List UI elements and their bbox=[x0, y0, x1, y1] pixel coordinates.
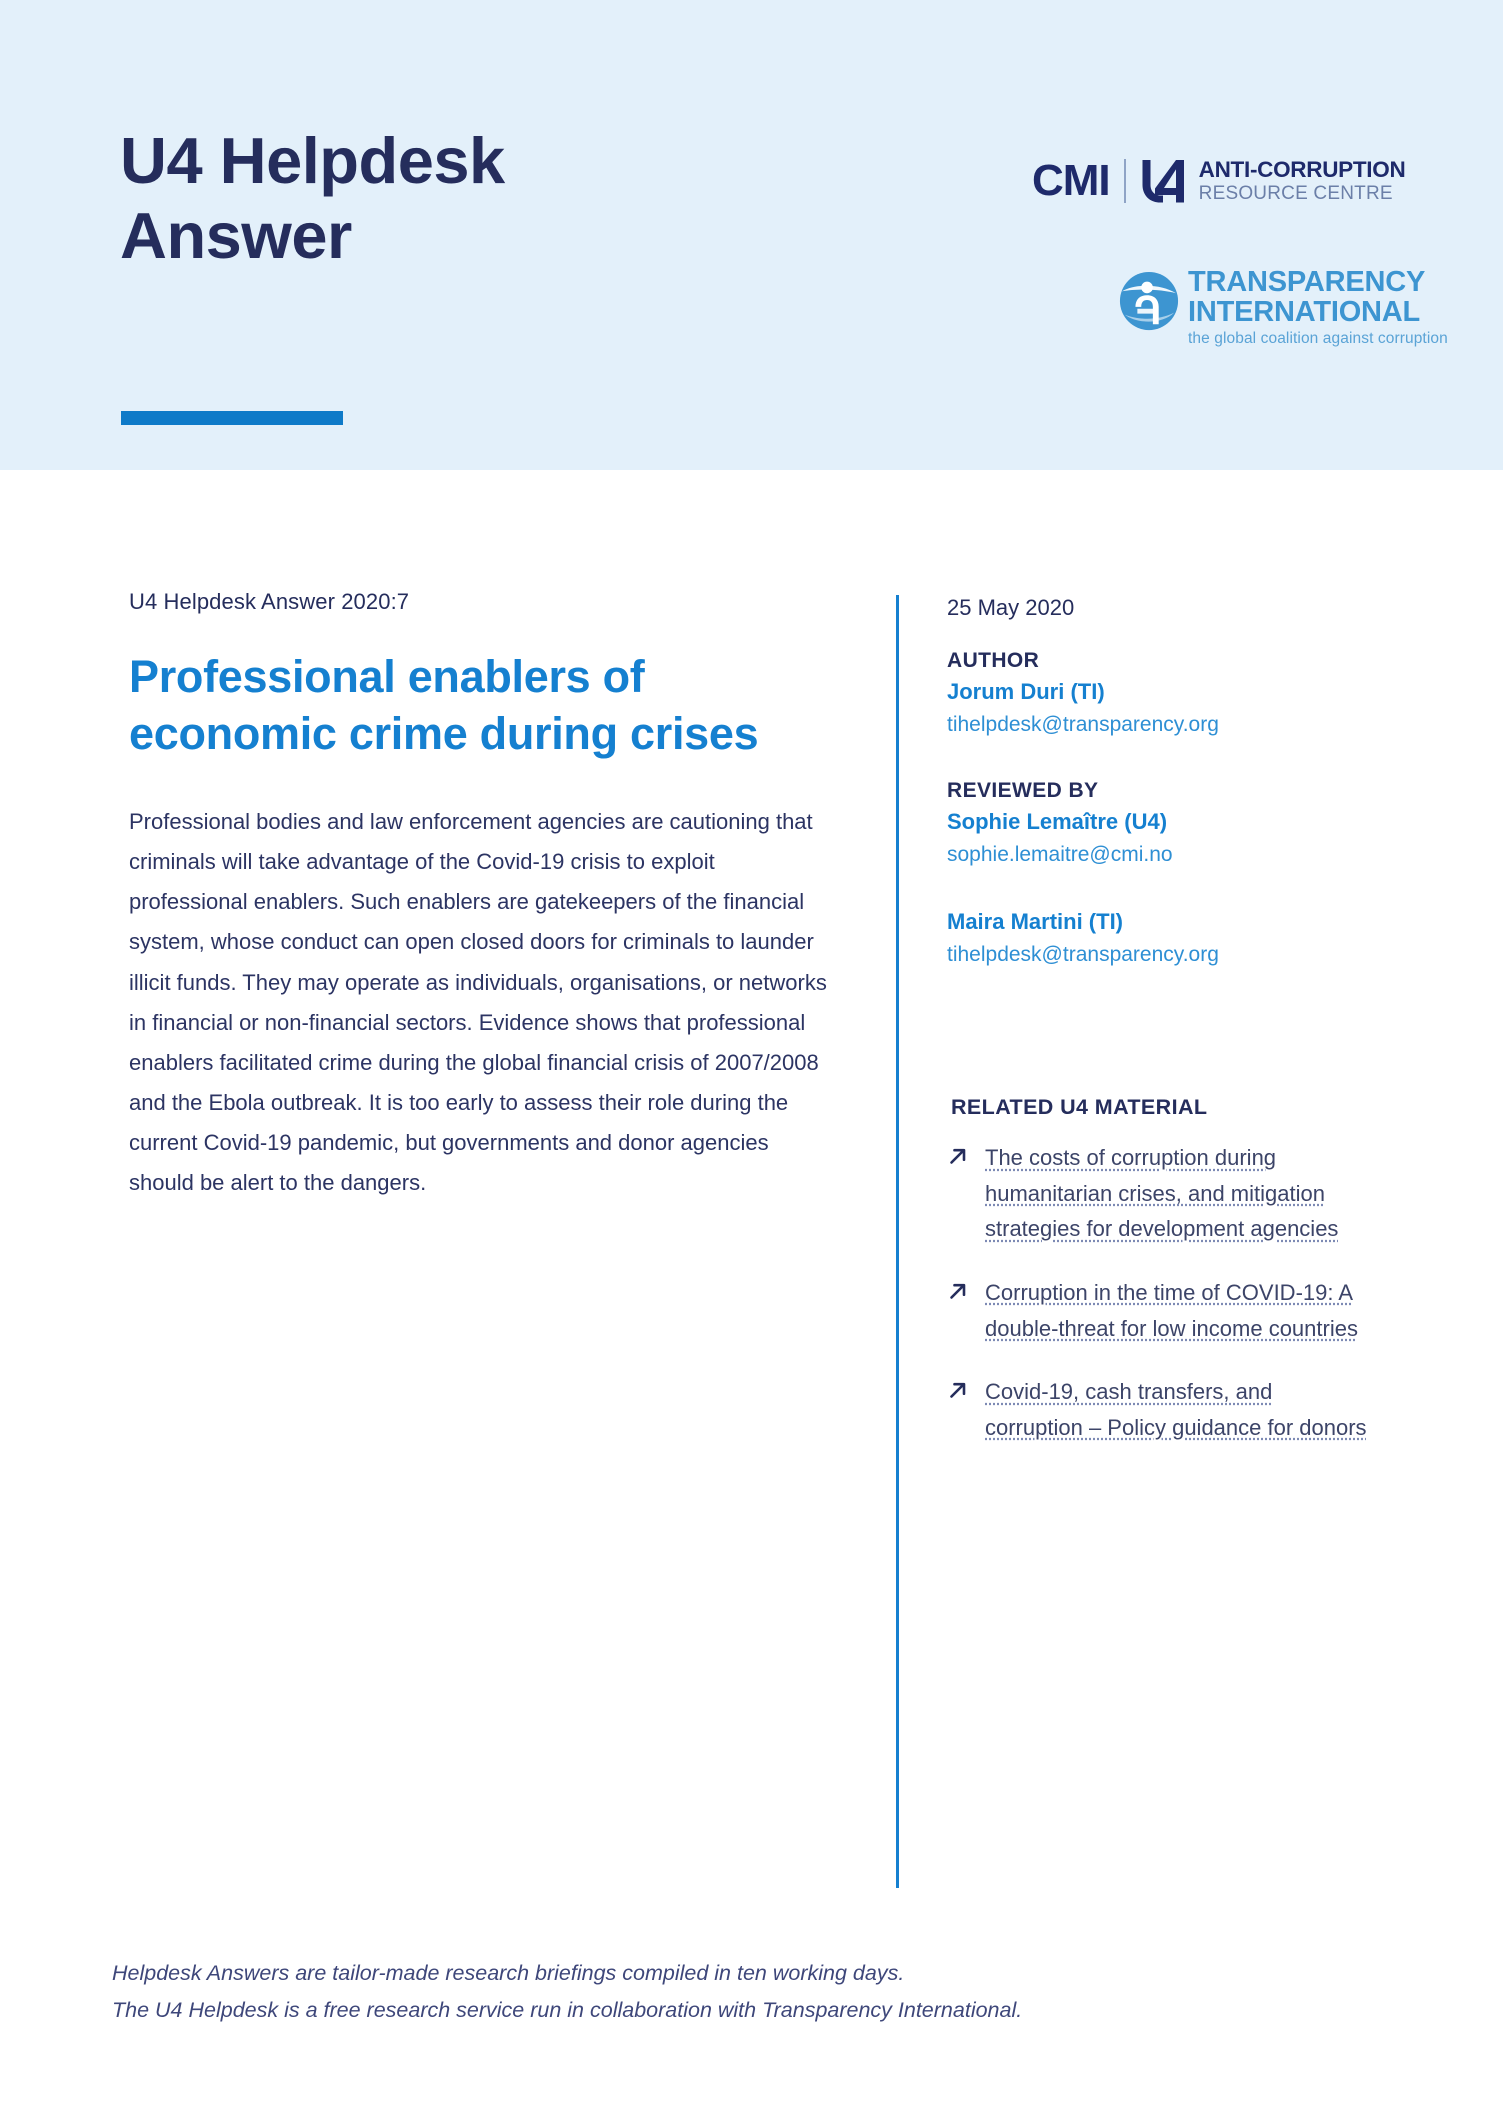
document-abstract: Professional bodies and law enforcement agencies are cautioning that criminals will take advantage of the Covid-19 crisis to exploit professional enablers. Such enablers are gatekeepers of the financial system, whose conduct can open closed doors for criminals to launder illicit funds. They may operate as individuals, organisations, or networks in financial or non-financial sectors. Evidence shows that professional enablers facilitated crime during the global financial crisis of 2007/2008 and the Ebola outbreak. It is too early to assess their role during the current Covid-19 pandemic, but governments and donor agencies should be alert to the dangers. bbox=[129, 809, 827, 1195]
header-band bbox=[0, 0, 1503, 470]
u4-logo-line1: ANTI-CORRUPTION bbox=[1198, 157, 1406, 183]
footer bbox=[112, 1955, 1412, 2029]
ti-globe-icon bbox=[1118, 270, 1180, 332]
cmi-u4-logo bbox=[1032, 155, 1405, 207]
reviewer-1-email[interactable]: sophie.lemaitre@cmi.no bbox=[947, 843, 1173, 866]
publication-date: 25 May 2020 bbox=[947, 595, 1075, 620]
reviewer-1-name: Sophie Lemaître (U4) bbox=[947, 809, 1168, 834]
column-divider bbox=[896, 595, 899, 1888]
header-accent-bar bbox=[121, 411, 343, 425]
cmi-wordmark: CMI bbox=[1032, 156, 1110, 205]
arrow-up-right-icon bbox=[947, 1281, 969, 1303]
document-title: Professional enablers of economic crime during crises bbox=[129, 651, 759, 759]
list-item[interactable] bbox=[947, 1374, 1417, 1445]
related-link[interactable]: Covid-19, cash transfers, and corruption – Policy guidance for donors bbox=[985, 1379, 1367, 1440]
related-material-heading: RELATED U4 MATERIAL bbox=[951, 1095, 1208, 1119]
author-email[interactable]: tihelpdesk@transparency.org bbox=[947, 713, 1219, 736]
ti-logo-line1: TRANSPARENCY bbox=[1188, 266, 1426, 298]
logo-divider bbox=[1124, 159, 1126, 203]
author-label: AUTHOR bbox=[947, 649, 1040, 672]
left-column bbox=[129, 589, 829, 1203]
list-item[interactable] bbox=[947, 1275, 1417, 1346]
arrow-up-right-icon bbox=[947, 1380, 969, 1402]
reviewer-2-email[interactable]: tihelpdesk@transparency.org bbox=[947, 943, 1219, 966]
u4-logo-text bbox=[1199, 159, 1406, 203]
author-name: Jorum Duri (TI) bbox=[947, 679, 1105, 704]
reviewer-2-name: Maira Martini (TI) bbox=[947, 909, 1124, 934]
u4-logo-line2: RESOURCE CENTRE bbox=[1198, 182, 1393, 204]
document-reference: U4 Helpdesk Answer 2020:7 bbox=[129, 589, 410, 614]
reviewer-group-2 bbox=[947, 909, 1417, 967]
related-material-list bbox=[947, 1140, 1417, 1445]
author-group bbox=[947, 649, 1417, 737]
reviewer-group-1 bbox=[947, 779, 1417, 867]
list-item[interactable] bbox=[947, 1140, 1417, 1247]
arrow-up-right-icon bbox=[947, 1146, 969, 1168]
ti-logo-line2: INTERNATIONAL bbox=[1188, 296, 1421, 328]
footer-line-2: The U4 Helpdesk is a free research service run in collaboration with Transparency International. bbox=[112, 1997, 1023, 2022]
ti-logo-tagline: the global coalition against corruption bbox=[1188, 330, 1448, 347]
page-title: U4 Helpdesk Answer bbox=[120, 124, 505, 272]
reviewed-by-label: REVIEWED BY bbox=[947, 779, 1099, 802]
transparency-international-logo bbox=[1118, 266, 1448, 347]
u4-logo-mark bbox=[1140, 158, 1190, 204]
footer-line-1: Helpdesk Answers are tailor-made research briefings compiled in ten working days. bbox=[112, 1961, 905, 1985]
right-column bbox=[947, 595, 1417, 1473]
related-link[interactable]: The costs of corruption during humanitarian crises, and mitigation strategies for development agencies bbox=[985, 1145, 1339, 1242]
ti-logo-text bbox=[1188, 268, 1448, 347]
related-link[interactable]: Corruption in the time of COVID-19: A double-threat for low income countries bbox=[985, 1279, 1358, 1341]
